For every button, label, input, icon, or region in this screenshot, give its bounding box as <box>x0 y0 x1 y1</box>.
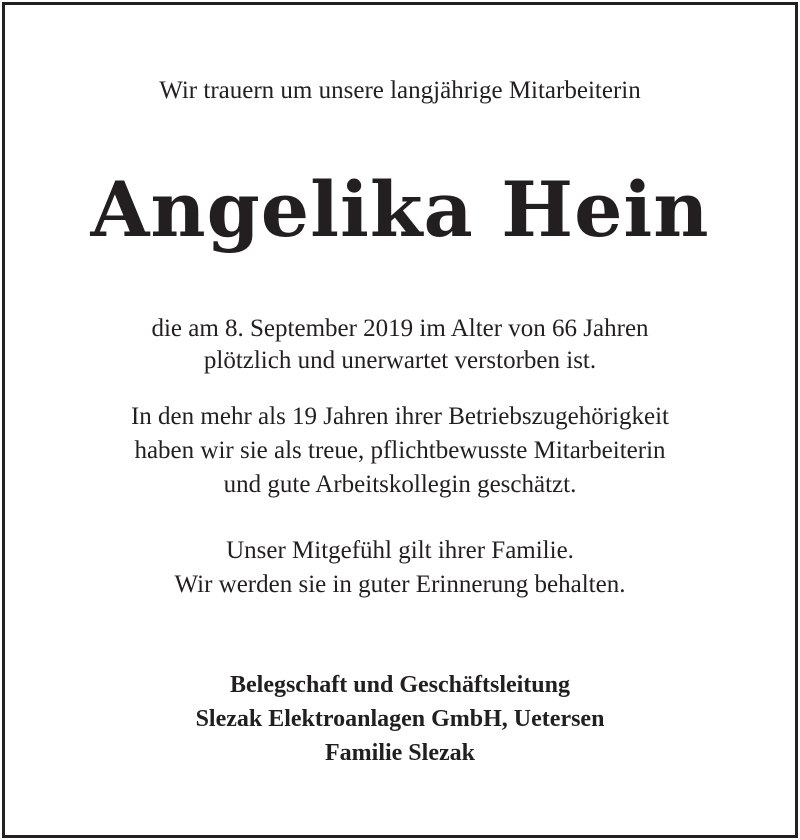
signature-line: Slezak Elektroanlagen GmbH, Uetersen <box>195 706 605 732</box>
text-line: die am 8. September 2019 im Alter von 66 Jahren <box>151 315 649 342</box>
text-line: In den mehr als 19 Jahren ihrer Betriebszugehörigkeit <box>130 403 669 430</box>
signature-line: Familie Slezak <box>325 740 475 766</box>
obituary-notice <box>2 2 798 838</box>
text-line: und gute Arbeitskollegin geschätzt. <box>223 471 577 498</box>
text-line: Wir werden sie in guter Erinnerung behalten. <box>174 571 626 598</box>
text-line: Unser Mitgefühl gilt ihrer Familie. <box>226 537 574 564</box>
text-line: haben wir sie als treue, pflichtbewusste Mitarbeiterin <box>134 437 666 464</box>
intro-line: Wir trauern um unsere langjährige Mitarbeiterin <box>159 77 641 104</box>
text-line: plötzlich und unerwartet verstorben ist. <box>203 347 597 374</box>
deceased-name: Angelika Hein <box>90 165 710 254</box>
signature-line: Belegschaft und Geschäftsleitung <box>229 672 570 698</box>
